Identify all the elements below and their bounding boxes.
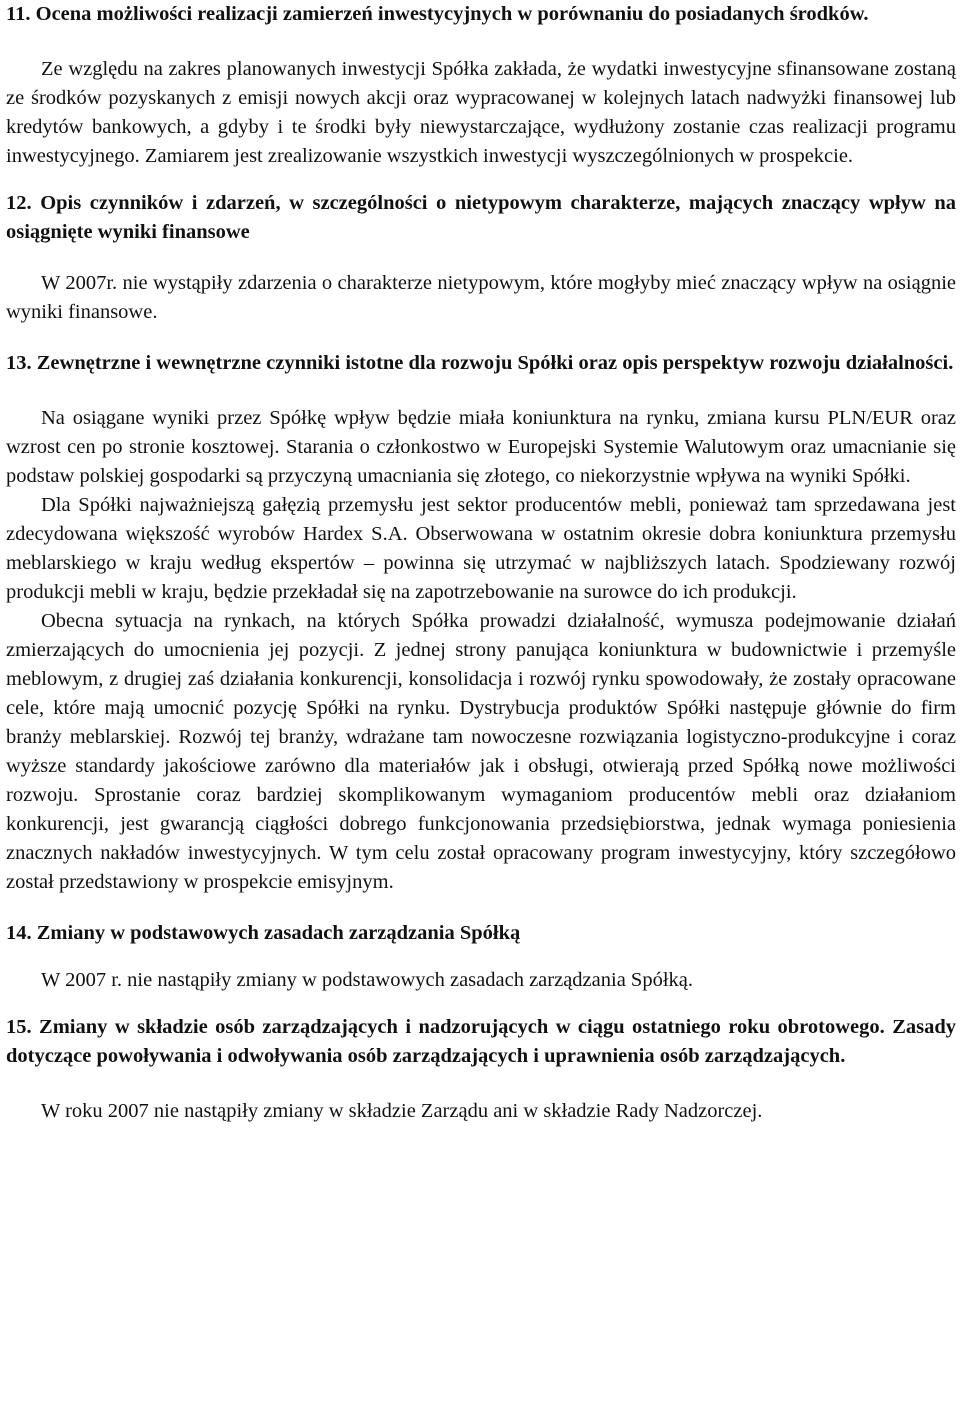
section-12-paragraph: W 2007r. nie wystąpiły zdarzenia o charakterze nietypowym, które mogłyby mieć znaczący wpływ na osiągnie wyniki finansowe. bbox=[6, 272, 956, 323]
document-page bbox=[6, 0, 956, 1416]
section-13-paragraph-2: Dla Spółki najważniejszą gałęzią przemysłu jest sektor producentów mebli, ponieważ tam sprzedawana jest zdecydowana większość wyrobów Hardex S.A. Obserwowana w ostatnim okresie dobra koniunktura przemysłu meblarskiego w kraju według ekspertów – powinna się utrzymać w najbliższych latach. Spodziewany rozwój produkcji mebli w kraju, będzie przekładał się na zapotrzebowanie na surowce do ich produkcji. bbox=[6, 494, 956, 603]
section-13-heading: 13. Zewnętrzne i wewnętrzne czynniki istotne dla rozwoju Spółki oraz opis perspektyw rozwoju działalności. bbox=[6, 352, 954, 374]
section-11-heading: 11. Ocena możliwości realizacji zamierzeń inwestycyjnych w porównaniu do posiadanych środków. bbox=[6, 3, 869, 25]
section-13-paragraph-1: Na osiągane wyniki przez Spółkę wpływ będzie miała koniunktura na rynku, zmiana kursu PLN/EUR oraz wzrost cen po stronie kosztowej. Starania o członkostwo w Europejski Systemie Walutowym oraz umacnianie się podstaw polskiej gospodarki są przyczyną umacniania się złotego, co niekorzystnie wpływa na wyniki Spółki. bbox=[6, 407, 956, 487]
section-14-paragraph: W 2007 r. nie nastąpiły zmiany w podstawowych zasadach zarządzania Spółką. bbox=[41, 969, 693, 991]
section-14-heading: 14. Zmiany w podstawowych zasadach zarządzania Spółką bbox=[6, 922, 521, 944]
section-13-paragraph-3: Obecna sytuacja na rynkach, na których Spółka prowadzi działalność, wymusza podejmowanie działań zmierzających do umocnienia jej pozycji. Z jednej strony panująca koniunktura w budownictwie i przemyśle meblowym, z drugiej zaś działania konkurencji, konsolidacja i rozwój rynku spowodowały, że zostały opracowane cele, które mają umocnić pozycję Spółki na rynku. Dystrybucja produktów Spółki następuje głównie do firm branży meblarskiej. Rozwój tej branży, wdrażane tam nowoczesne rozwiązania logistyczno-produkcyjne i coraz wyższe standardy jakościowe zarówno dla materiałów jak i obsługi, otwierają przed Spółką nowe możliwości rozwoju. Sprostanie coraz bardziej skomplikowanym wymaganiom producentów mebli oraz działaniom konkurencji, jest gwarancją ciągłości dobrego funkcjonowania przedsiębiorstwa, jednak wymaga poniesienia znacznych nakładów inwestycyjnych. W tym celu został opracowany program inwestycyjny, który szczegółowo został przedstawiony w prospekcie emisyjnym. bbox=[6, 610, 956, 893]
section-12-heading: 12. Opis czynników i zdarzeń, w szczególności o nietypowym charakterze, mających znaczący wpływ na osiągnięte wyniki finansowe bbox=[6, 192, 956, 243]
section-15-paragraph: W roku 2007 nie nastąpiły zmiany w składzie Zarządu ani w składzie Rady Nadzorczej. bbox=[41, 1100, 763, 1122]
section-11-paragraph: Ze względu na zakres planowanych inwestycji Spółka zakłada, że wydatki inwestycyjne sfinansowane zostaną ze środków pozyskanych z emisji nowych akcji oraz wypracowanej w kolejnych latach nadwyżki finansowej lub kredytów bankowych, a gdyby i te środki były niewystarczające, wydłużony zostanie czas realizacji programu inwestycyjnego. Zamiarem jest zrealizowanie wszystkich inwestycji wyszczególnionych w prospekcie. bbox=[6, 58, 956, 167]
section-15-heading: 15. Zmiany w składzie osób zarządzających i nadzorujących w ciągu ostatniego roku obrotowego. Zasady dotyczące powoływania i odwoływania osób zarządzających i uprawnienia osób zarządzających. bbox=[6, 1016, 956, 1067]
